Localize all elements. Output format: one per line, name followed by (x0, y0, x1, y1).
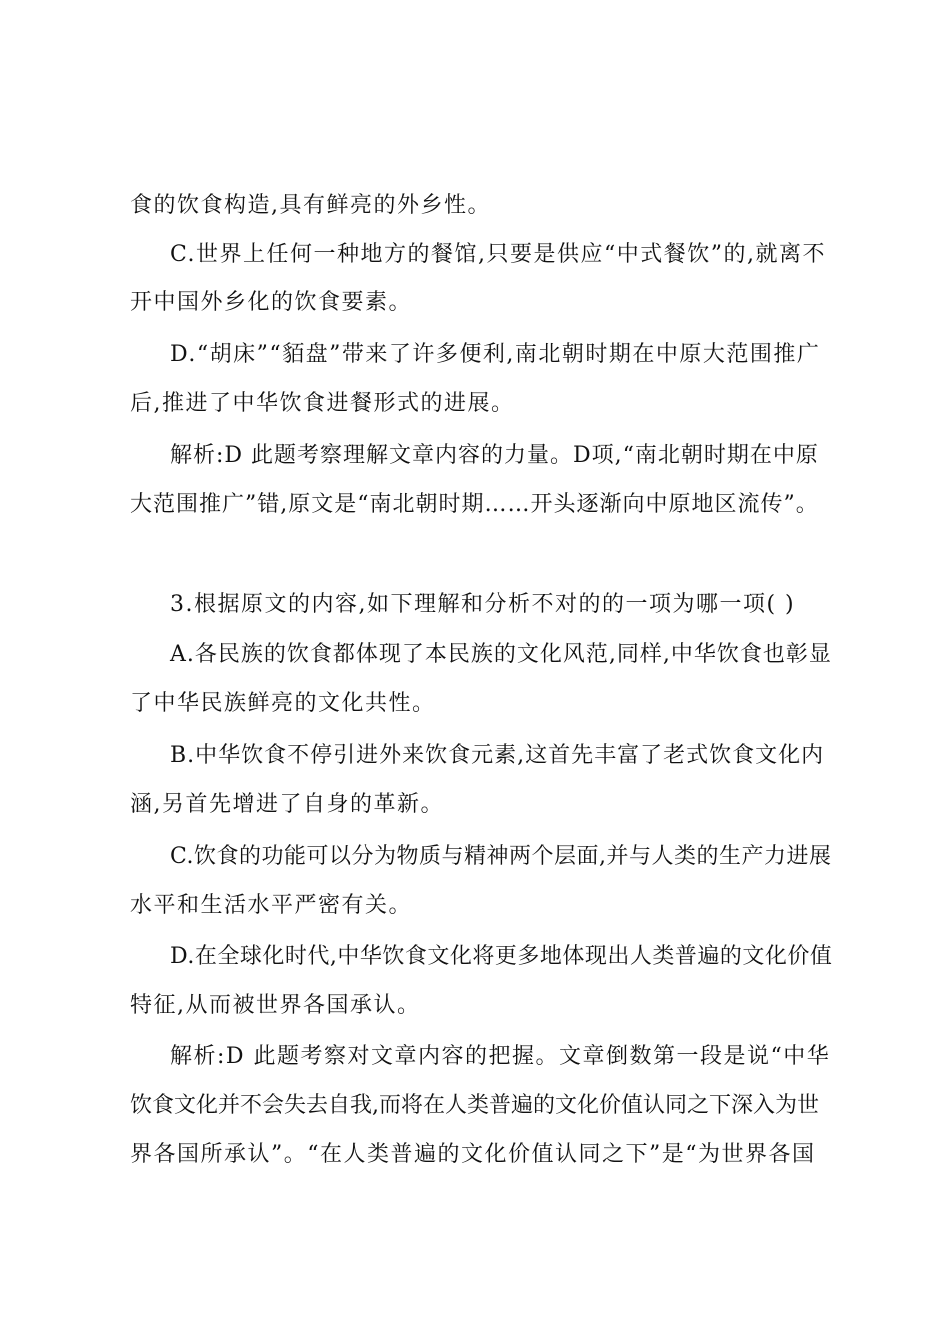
q3-option-d-line2: 特征,从而被世界各国承认。 (130, 993, 421, 1018)
q3-option-d-line1: D.在全球化时代,中华饮食文化将更多地体现出人类普遍的文化价值 (170, 944, 833, 969)
q3-option-b-line2: 涵,另首先增进了自身的革新。 (130, 792, 444, 817)
q3-stem: 3.根据原文的内容,如下理解和分析不对的的一项为哪一项( ) (170, 592, 796, 617)
q3-option-a-line2: 了中华民族鲜亮的文化共性。 (130, 691, 436, 716)
q2-option-c-line2: 开中国外乡化的饮食要素。 (130, 290, 413, 315)
q2-option-b-continuation: 食的饮食构造,具有鲜亮的外乡性。 (130, 193, 491, 218)
q2-analysis-line1: 解析:D 此题考察理解文章内容的力量。D项,“南北朝时期在中原 (170, 443, 819, 468)
q3-option-c-line2: 水平和生活水平严密有关。 (130, 893, 413, 918)
q3-option-c-line1: C.饮食的功能可以分为物质与精神两个层面,并与人类的生产力进展 (170, 844, 832, 869)
q3-option-a-line1: A.各民族的饮食都体现了本民族的文化风范,同样,中华饮食也彰显 (170, 642, 832, 667)
q3-option-b-line1: B.中华饮食不停引进外来饮食元素,这首先丰富了老式饮食文化内 (170, 743, 825, 768)
q3-analysis-line3: 界各国所承认”。“在人类普遍的文化价值认同之下”是“为世界各国 (130, 1142, 816, 1167)
q2-option-d-line1: D.“胡床”“貊盘”带来了许多便利,南北朝时期在中原大范围推广 (170, 342, 821, 367)
q3-analysis-line1: 解析:D 此题考察对文章内容的把握。文章倒数第一段是说“中华 (170, 1044, 831, 1069)
q2-option-d-line2: 后,推进了中华饮食进餐形式的进展。 (130, 391, 515, 416)
q3-analysis-line2: 饮食文化并不会失去自我,而将在人类普遍的文化价值认同之下深入为世 (130, 1093, 819, 1118)
q2-analysis-line2: 大范围推广”错,原文是“南北朝时期……开头逐渐向中原地区流传”。 (130, 492, 819, 517)
q2-option-c-line1: C.世界上任何一种地方的餐馆,只要是供应“中式餐饮”的,就离不 (170, 242, 827, 267)
